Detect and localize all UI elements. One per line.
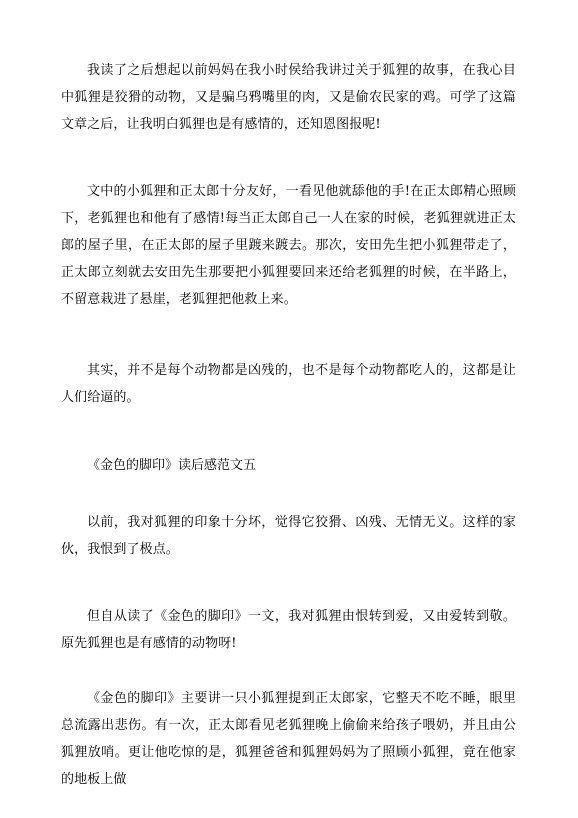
paragraph-3: 其实，并不是每个动物都是凶残的，也不是每个动物都吃人的，这都是让人们给逼的。: [61, 363, 516, 405]
paragraph-4: 以前，我对狐狸的印象十分坏，觉得它狡猾、凶残、无情无义。这样的家伙，我恨到了极点。: [61, 515, 516, 557]
paragraph-5: 但自从读了《金色的脚印》一文，我对狐狸由恨转到爱，又由爱转到敬。原先狐狸也是有感情的动物呀!: [61, 609, 516, 651]
paragraph-2: 文中的小狐狸和正太郎十分友好，一看见他就舔他的手!在正太郎精心照顾下，老狐狸也和他有了感情!每当正太郎自己一人在家的时候，老狐狸就进正太郎的屋子里，在正太郎的屋子里踱来踱去。那次，安田先生把小狐狸带走了，正太郎立刻就去安田先生那要把小狐狸要回来还给老狐狸的时候，在半路上，不留意栽进了悬崖，老狐狸把他救上来。: [61, 184, 516, 307]
paragraph-1: 我读了之后想起以前妈妈在我小时侯给我讲过关于狐狸的故事，在我心目中狐狸是狡猾的动物，又是骗乌鸦嘴里的肉，又是偷农民家的鸡。可学了这篇文章之后，让我明白狐狸也是有感情的，还知恩图报呢!: [61, 63, 516, 132]
paragraph-6: 《金色的脚印》主要讲一只小狐狸提到正太郎家，它整天不吃不睡，眼里总流露出悲伤。有一次，正太郎看见老狐狸晚上偷偷来给孩子喂奶，并且由公狐狸放哨。更让他吃惊的是，狐狸爸爸和狐狸妈妈为了照顾小狐狸，竟在他家的地板上做: [61, 691, 516, 787]
section-heading: 《金色的脚印》读后感范文五: [87, 458, 257, 473]
